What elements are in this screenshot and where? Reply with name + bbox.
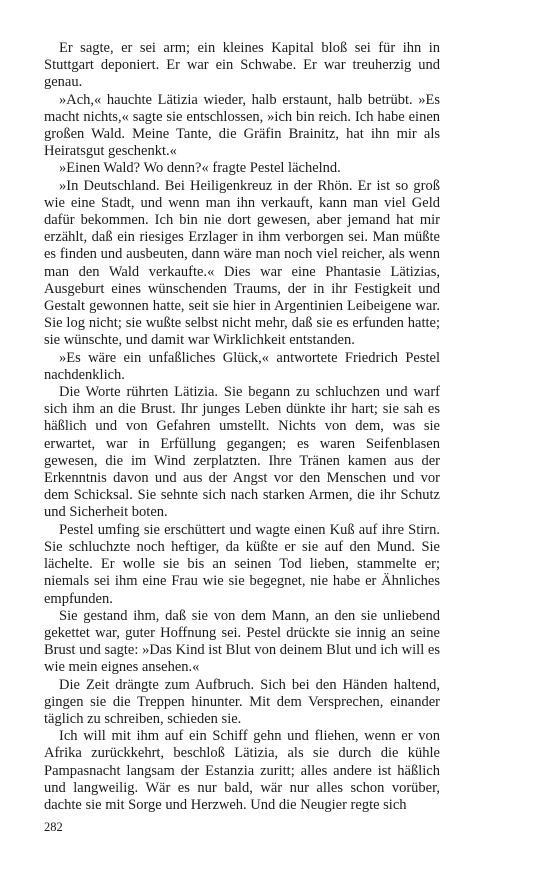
paragraph: Die Zeit drängte zum Aufbruch. Sich bei den Händen haltend, gingen sie die Treppen hinunter. Mit dem Versprechen, einander täglich zu schreiben, schieden sie. bbox=[44, 676, 440, 727]
paragraph: Ich will mit ihm auf ein Schiff gehn und fliehen, wenn er von Afrika zurückkehrt, beschloß Lätizia, als sie durch die kühle Pampasnacht langsam der Estanzia zuritt; alles andere ist häßlich und langweilig. Wär es nur bald, wär nur alles schon vorüber, dachte sie mit Sorge und Herzweh. Und die Neugier regte sich bbox=[44, 728, 440, 813]
paragraph: Er sagte, er sei arm; ein kleines Kapital bloß sei für ihn in Stuttgart deponiert. Er war ein Schwabe. Er war treuherzig und genau. bbox=[44, 40, 440, 91]
paragraph: »Ach,« hauchte Lätizia wieder, halb erstaunt, halb betrübt. »Es macht nichts,« sagte sie entschlossen, »ich bin reich. Ich habe einen großen Wald. Meine Tante, die Gräfin Brainitz, hat ihn mir als Heiratsgut geschenkt.« bbox=[44, 91, 440, 160]
page-body bbox=[44, 40, 440, 814]
paragraph: Die Worte rührten Lätizia. Sie begann zu schluchzen und warf sich ihm an die Brust. Ihr junges Leben dünkte ihr hart; sie sah es häßlich und von Gefahren umstellt. Nichts von dem, was sie erwartet, war in Erfüllung gegangen; es waren Seifenblasen gewesen, die im Wind zerplatzten. Ihre Tränen kamen aus der Erkenntnis davon und aus der Angst vor den Menschen und vor dem Schicksal. Sie sehnte sich nach starken Armen, die ihr Schutz und Sicherheit boten. bbox=[44, 384, 440, 521]
paragraph: »Es wäre ein unfaßliches Glück,« antwortete Friedrich Pestel nachdenklich. bbox=[44, 349, 440, 383]
paragraph: »In Deutschland. Bei Heiligenkreuz in der Rhön. Er ist so groß wie eine Stadt, und wenn man ihn verkauft, kann man viel Geld dafür bekommen. Ich bin nie dort gewesen, aber jemand hat mir erzählt, daß ein riesiges Erzlager in ihm verborgen sei. Man müßte es finden und ausbeuten, dann wäre man noch viel reicher, als wenn man den Wald verkaufte.« Dies war eine Phantasie Lätizias, Ausgeburt eines wünschenden Traums, der in ihr Festigkeit und Gestalt gewonnen hatte, seit sie hier in Argentinien Leibeigene war. Sie log nicht; sie wußte selbst nicht mehr, daß sie es erfunden hatte; sie wünschte, und damit war Wirklichkeit entstanden. bbox=[44, 177, 440, 349]
page-number: 282 bbox=[44, 820, 63, 834]
paragraph: Sie gestand ihm, daß sie von dem Mann, an den sie unliebend gekettet war, guter Hoffnung sei. Pestel drückte sie innig an seine Brust und sagte: »Das Kind ist Blut von deinem Blut und ich will es wie mein eignes ansehen.« bbox=[44, 607, 440, 676]
paragraph: »Einen Wald? Wo denn?« fragte Pestel lächelnd. bbox=[59, 160, 341, 177]
paragraph: Pestel umfing sie erschüttert und wagte einen Kuß auf ihre Stirn. Sie schluchzte noch heftiger, da küßte er sie auf den Mund. Sie lächelte. Er wolle sie bis an seinen Tod lieben, stammelte er; niemals sei ihm eine Frau wie sie begegnet, nie habe er Ähnliches empfunden. bbox=[44, 521, 440, 607]
